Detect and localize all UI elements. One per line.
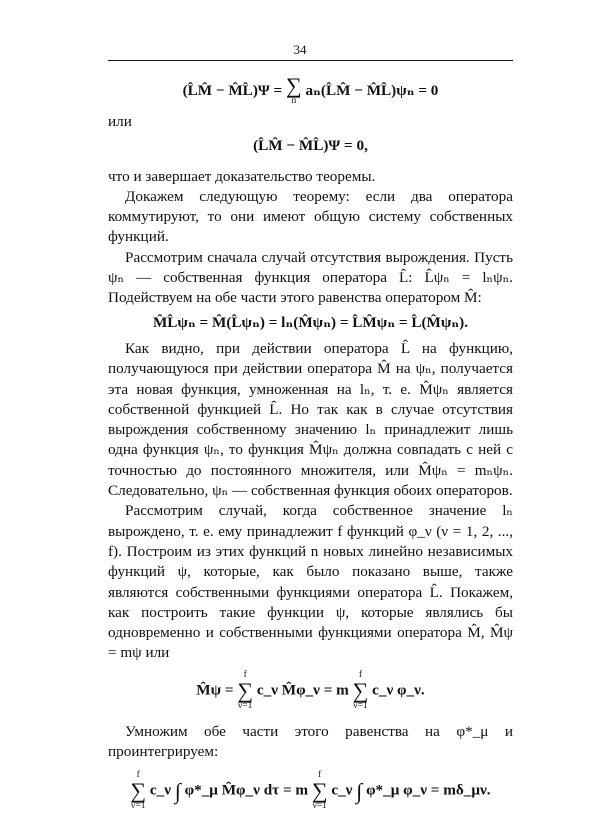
sum-lower-limit: ν=1	[353, 700, 368, 711]
paragraph-nondegenerate: Рассмотрим сначала случай отсутствия вырождения. Пусть ψₙ — собственная функция оператора L̂: L̂ψₙ = lₙψₙ. Подействуем на обе части этого равенства оператором M̂:	[108, 248, 513, 307]
formula-operator-chain: M̂L̂ψₙ = M̂(L̂ψₙ) = lₙ(M̂ψₙ) = L̂M̂ψₙ = L̂(M̂ψₙ).	[152, 313, 469, 331]
sum-upper-limit: f	[243, 669, 247, 680]
sum-lower-limit: ν=1	[237, 700, 253, 711]
paragraph-proof-end: что и завершает доказательство теоремы.	[108, 167, 376, 185]
sum-sign	[312, 770, 328, 812]
sum-upper-limit: f	[358, 669, 363, 680]
paragraph-theorem: Докажем следующую теорему: если два оператора коммутируют, то они имеют общую систему собственных функций.	[108, 187, 513, 246]
paragraph-degenerate: Рассмотрим случай, когда собственное значение lₙ вырождено, т. е. ему принадлежит f функций φ_ν (ν = 1, 2, ..., f). Построим из этих функций n новых линейно независимых функций ψ, которые, как было показано выше, также являются собственными функциями оператора L̂. Покажем, как построить такие функции ψ, которые являлись бы одновременно и собственными функциями оператора M̂, M̂ψ = mψ или	[108, 502, 513, 662]
formula-5-part1: c_ν	[149, 781, 172, 799]
formula-5-part2: φ*_μ M̂φ_ν dτ = m	[184, 781, 309, 799]
sum-lower-limit: n	[291, 96, 297, 106]
paragraph-eigenfunction: Как видно, при действии оператора L̂ на функцию, получающуюся при действии оператора M̂ на ψₙ, получается эта новая функция, умноженная на lₙ, т. е. M̂ψₙ является собственной функцией L̂. Но так как в случае отсутствия вырождения собственному значению lₙ принадлежит лишь одна функция ψₙ, то функция M̂ψₙ должна совпадать с ней с точностью до постоянного множителя, или M̂ψₙ = mₙψₙ. Следовательно, ψₙ — собственная функция обоих операторов.	[108, 339, 513, 500]
sum-sign	[130, 770, 146, 812]
integral-glyph: ∫	[356, 778, 363, 804]
formula-commutator-sum	[108, 73, 513, 106]
formula-1-left: (L̂M̂ − M̂L̂)Ψ =	[182, 81, 283, 99]
formula-commutator-zero: (L̂M̂ − M̂L̂)Ψ = 0,	[253, 137, 368, 155]
sigma-glyph: ∑	[285, 73, 302, 98]
sum-sign	[285, 73, 302, 107]
sum-lower-limit: ν=1	[131, 801, 146, 812]
sigma-glyph: ∑	[237, 677, 254, 703]
sum-sign	[237, 670, 253, 712]
formula-4-mid: c_ν M̂φ_ν = m	[256, 681, 349, 699]
formula-5-part3: c_ν	[331, 781, 353, 799]
page-text	[108, 70, 513, 816]
header-rule	[108, 60, 513, 61]
sum-upper-limit: f	[318, 770, 322, 781]
integral-glyph: ∫	[174, 778, 181, 804]
sigma-glyph: ∑	[352, 677, 369, 703]
sum-upper-limit: f	[136, 770, 140, 781]
sum-lower-limit: ν=1	[312, 801, 327, 812]
formula-1-right: aₙ(L̂M̂ − M̂L̂)ψₙ = 0	[305, 81, 439, 99]
word-ili: или	[108, 113, 132, 130]
formula-5-part4: φ*_μ φ_ν = mδ_μν.	[366, 781, 491, 799]
sigma-glyph: ∑	[130, 778, 147, 804]
formula-4-right: c_ν φ_ν.	[372, 681, 425, 699]
paragraph-integrate: Умножим обе части этого равенства на φ*_μ и проинтегрируем:	[108, 722, 513, 761]
formula-m-psi-sum	[108, 670, 513, 710]
sigma-glyph: ∑	[311, 778, 328, 804]
sum-sign	[353, 670, 369, 712]
page-number: 34	[293, 42, 307, 57]
formula-integral-sum	[108, 770, 513, 810]
formula-4-left: M̂ψ =	[196, 681, 234, 699]
